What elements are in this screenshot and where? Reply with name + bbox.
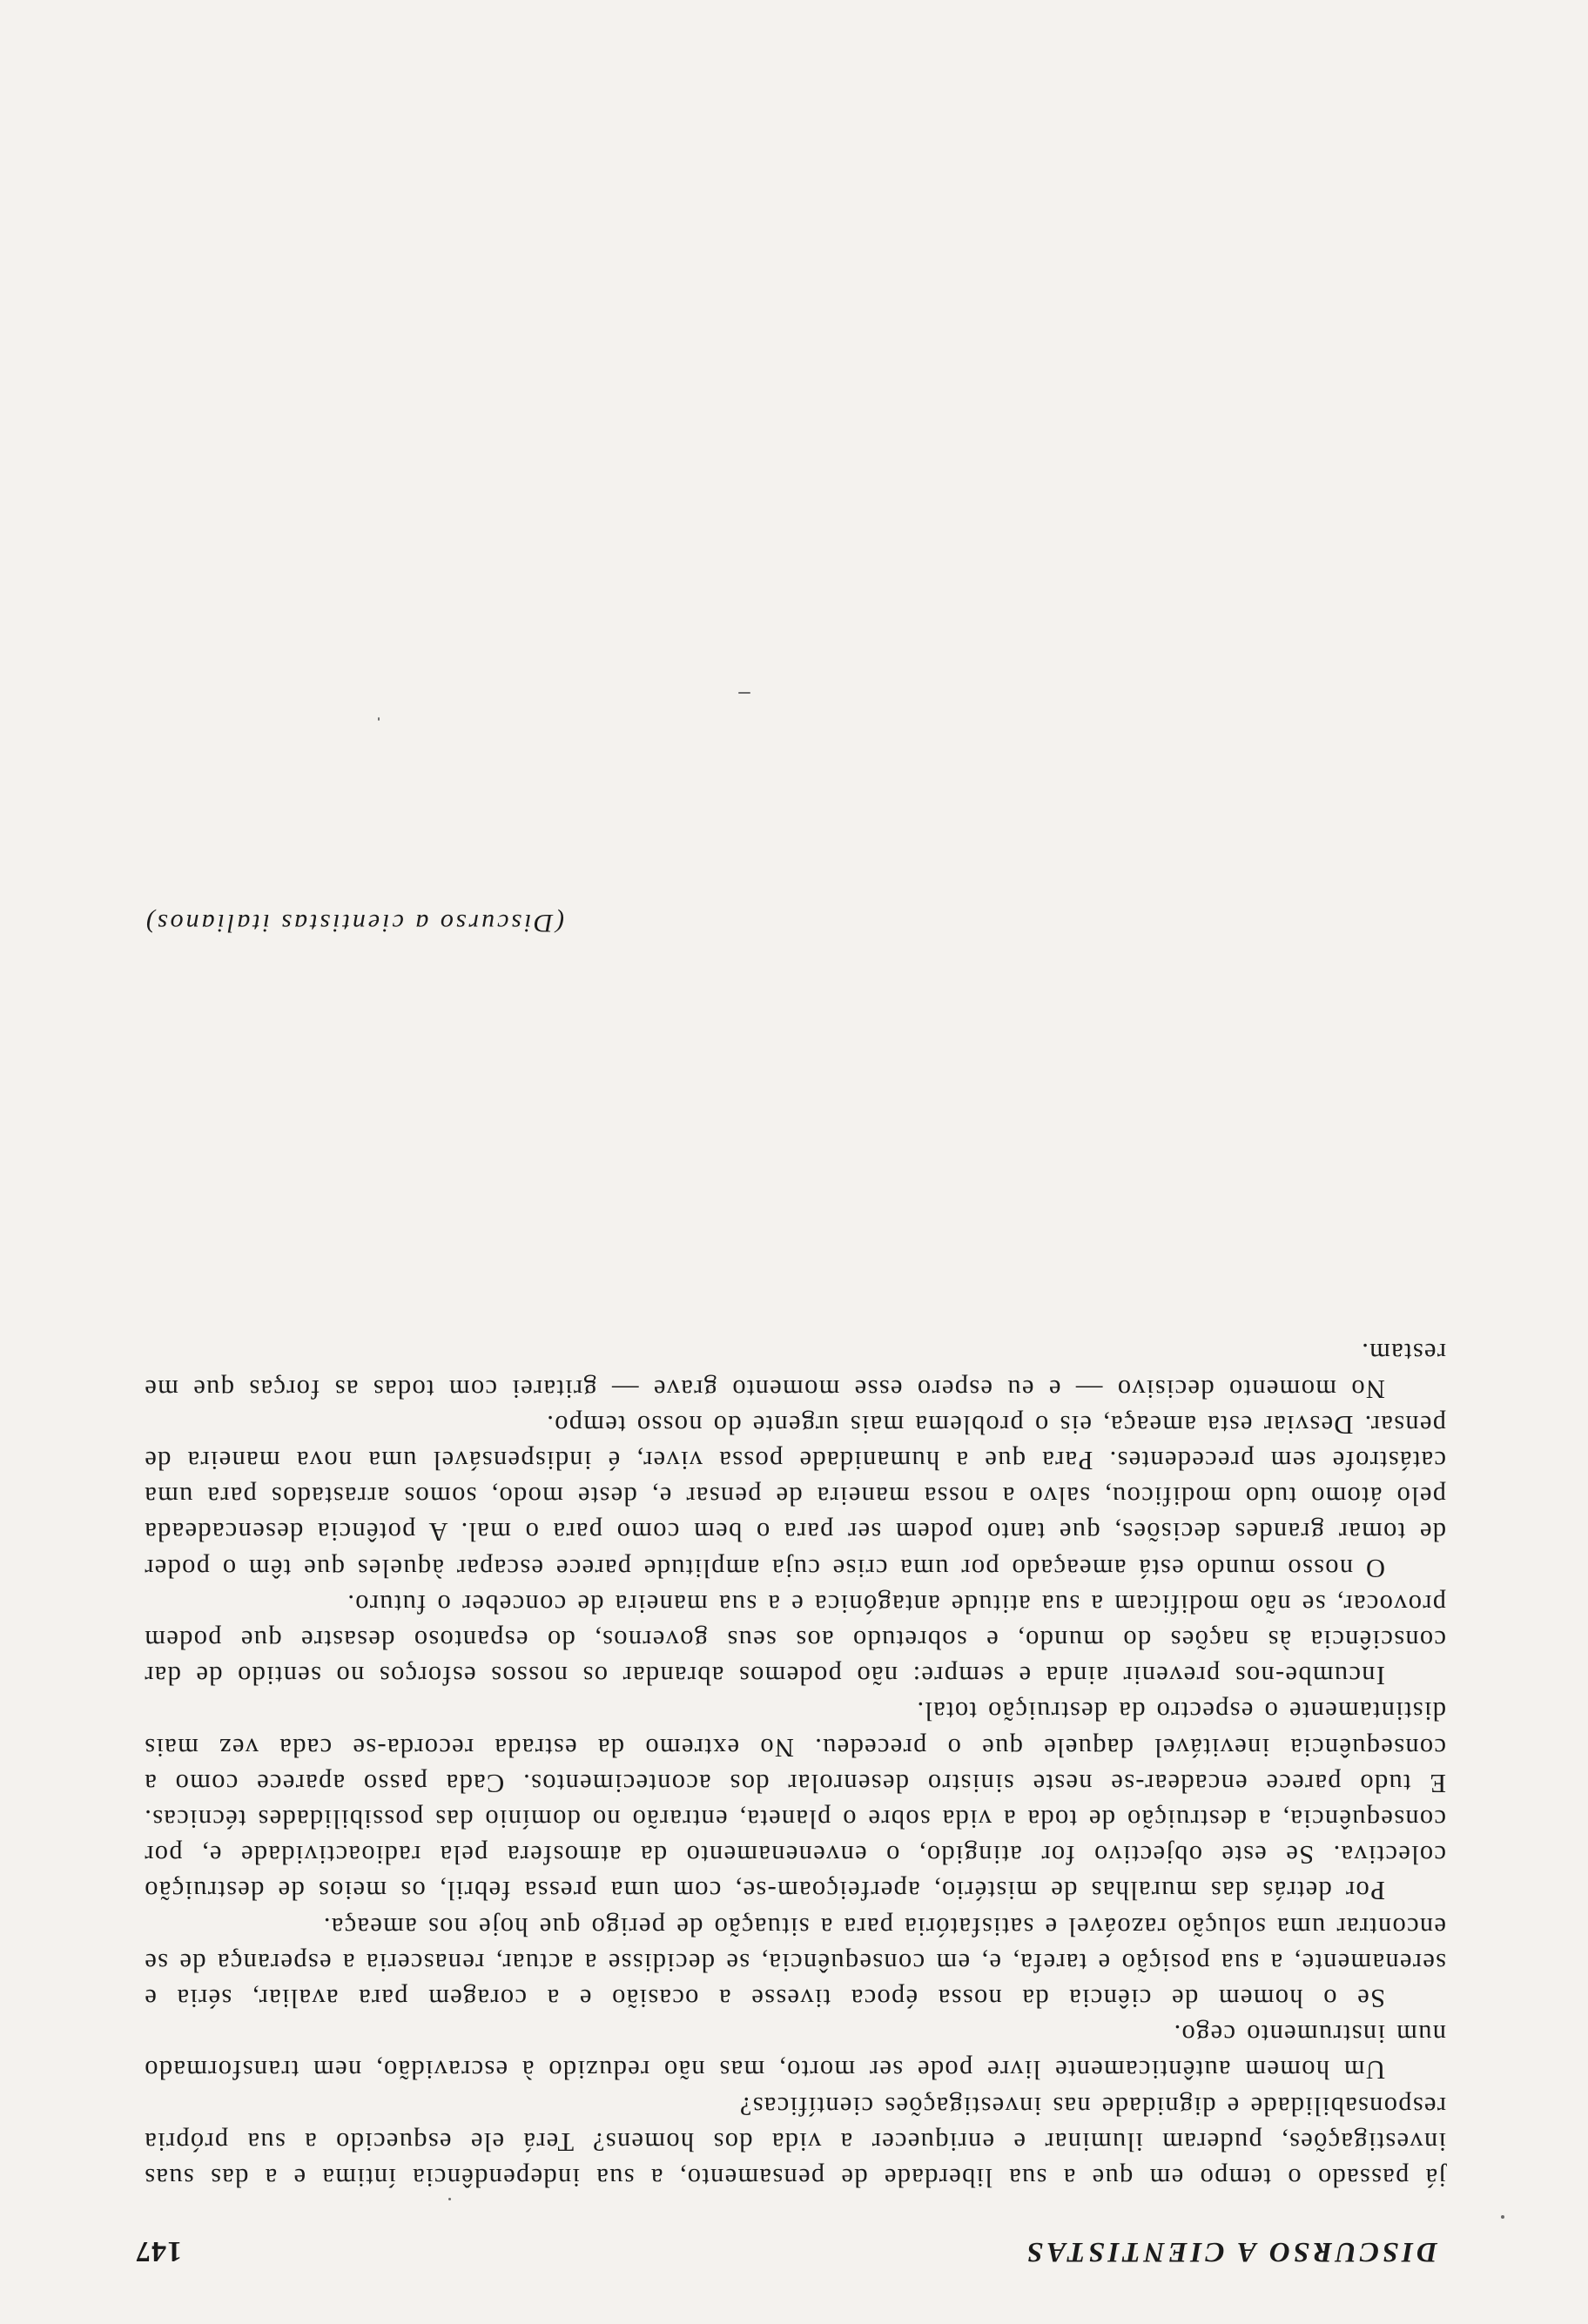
paragraph-1: já passado o tempo em que a sua liberdade de pensamento, a sua independência íntima e a das suas investigações, puderam iluminar e enriquecer a vida dos homens? Terá ele esquecido a sua própria responsabilidade e dignidade nas investigações científicas? bbox=[144, 2091, 1446, 2193]
running-head: DISCURSO A CIENTISTAS bbox=[1023, 2236, 1437, 2267]
scan-speck bbox=[738, 692, 750, 694]
paragraph-2: Um homem autênticamente livre pode ser morto, mas não reduzido à escravidão, nem transformado num instrumento cego. bbox=[144, 2019, 1446, 2086]
paragraph-5: Incumbe-nos prevenir ainda e sempre: não podemos abrandar os nossos esforços no sentido de dar consciência às nações do mundo, e sobretudo aos seus governos, do espantoso desastre que podem provocar, se não modificam a sua atitude antagónica e a sua maneira de conceber o futuro. bbox=[144, 1589, 1446, 1691]
source-attribution: (Discurso a cientistas italianos) bbox=[144, 909, 565, 937]
paragraph-4: Por detrás das muralhas de mistério, aperfeiçoam-se, com uma pressa febril, os meios de destruição colectiva. Se este objectivo for atingido, o envenenamento da atmosfera pela radioactividade e, por consequência, a destruição de toda a vida sobre o planeta, entrarão no domínio das possibilidades técnicas. E tudo parece encadear-se neste sinistro desenrolar dos acontecimentos. Cada passo aparece como a consequência inevitável daquele que o precedeu. No extremo da estrada recorda-se cada vez mais distintamente o espectro da destruição total. bbox=[144, 1696, 1446, 1906]
page-header bbox=[135, 2229, 1437, 2267]
scan-speck bbox=[448, 2198, 451, 2200]
paragraph-6: O nosso mundo está ameaçado por uma crise cuja amplitude parece escapar àqueles que têm o poder de tomar grandes decisões, que tanto podem ser para o bem como para o mal. A potência desencadeada pelo átomo tudo modificou, salvo a nossa maneira de pensar e, deste modo, somos arrastados para uma catástrofe sem precedentes. Para que a humanidade possa viver, é indispensável uma nova maneira de pensar. Desviar esta ameaça, eis o problema mais urgente do nosso tempo. bbox=[144, 1409, 1446, 1583]
paragraph-7: No momento decisivo — e eu espero esse momento grave — gritarei com todas as forças que me restam. bbox=[144, 1338, 1446, 1404]
body-text bbox=[144, 1334, 1446, 2195]
page-number: 147 bbox=[135, 2235, 182, 2267]
scan-speck bbox=[378, 717, 380, 721]
paragraph-3: Se o homem de ciência da nossa época tivesse a ocasião e a coragem para avaliar, séria e serenamente, a sua posição e tarefa, e, em consequência, se decidisse a actuar, renasceria a esperança de se encontrar uma solução razoável e satisfatória para a situação de perigo que hoje nos ameaça. bbox=[144, 1911, 1446, 2013]
scan-speck bbox=[1501, 2215, 1504, 2219]
